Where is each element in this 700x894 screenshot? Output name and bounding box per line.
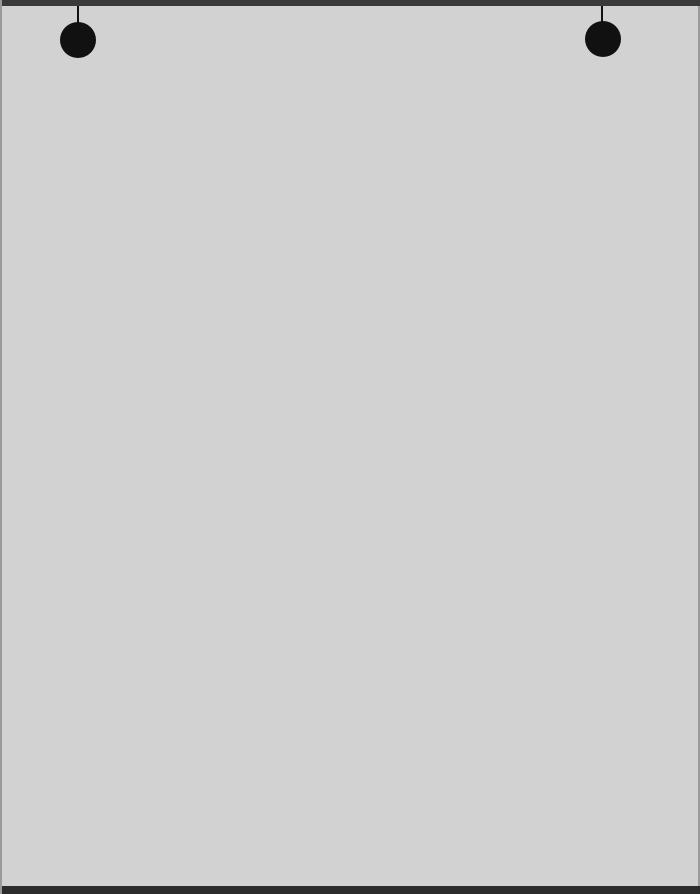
document-body <box>2 0 700 894</box>
proposals-title-line <box>2 217 700 231</box>
heading-line <box>2 203 700 217</box>
bottom-edge <box>2 886 700 894</box>
establishments-title-line <box>2 658 700 672</box>
year-line <box>2 189 700 203</box>
